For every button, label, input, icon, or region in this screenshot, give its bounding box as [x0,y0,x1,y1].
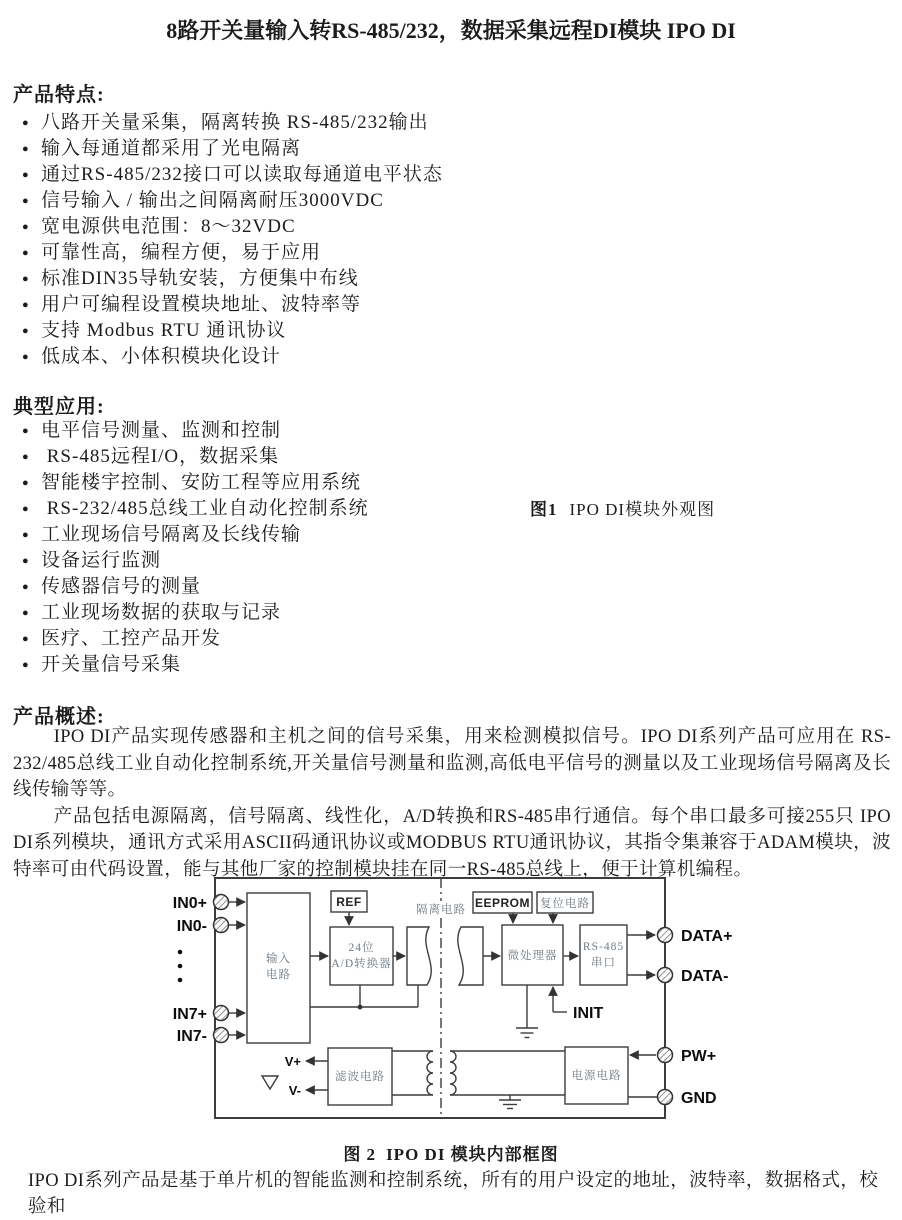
terminal-in7-plus-label: IN7+ [172,1006,207,1023]
input-circuit-label-line1: 输入 [266,953,291,965]
eeprom-block [473,892,532,913]
adc-label-line1: 24位 [348,942,375,954]
closing-paragraph: IPO DI系列产品是基于单片机的智能监测和控制系统，所有的用户设定的地址，波特率，数据格式，校验和 [28,1171,879,1217]
application-item: ● 开关量信号采集 [22,652,369,678]
application-item: ● 医疗、工控产品开发 [22,626,369,652]
overview-heading: 产品概述: [13,706,105,728]
internal-block-diagram [0,875,902,1130]
terminal-data-minus-label: DATA- [681,968,729,985]
figure1-text: IPO DI模块外观图 [569,500,716,519]
feature-item: ● 用户可编程设置模块地址、波特率等 [22,292,443,318]
terminal-in0-minus-label: IN0- [176,918,207,935]
feature-item: ● 标准DIN35导轨安装，方便集中布线 [22,266,443,292]
init-signal-label: INIT [573,1005,604,1022]
application-item: ● 设备运行监测 [22,548,369,574]
ref-block [331,891,367,912]
power-circuit-label: 电源电路 [571,1070,622,1082]
adc-block [330,927,393,985]
rs485-label-line1: RS-485 [582,941,625,953]
application-item: ● RS-485远程I/O，数据采集 [22,444,369,470]
eeprom-label: EEPROM [474,896,531,910]
application-item: ● RS-232/485总线工业自动化控制系统 [22,496,369,522]
v-minus-label: V- [288,1083,301,1098]
figure1-label: 图1 [530,500,558,519]
application-item: ● 传感器信号的测量 [22,574,369,600]
terminal-pw-plus-label: PW+ [681,1048,717,1065]
reset-circuit-label: 复位电路 [540,898,590,910]
applications-heading: 典型应用: [13,396,105,418]
input-circuit-label-line2: 电路 [266,969,291,981]
application-item: ● 工业现场数据的获取与记录 [22,600,369,626]
overview-paragraph-2: 产品包括电源隔离，信号隔离、线性化，A/D转换和RS-485串行通信。每个串口最多可接255只 IPO DI系列模块，通讯方式采用ASCII码通讯协议或MODBUS RTU通讯协议，其指令集兼容于ADAM模块，波特率可由代码设置，能与其他厂家的控制模块挂在同一RS-485总线上，便于计算机编程。 [13,806,891,880]
page-title: 8路开关量输入转RS-485/232，数据采集远程DI模块 IPO DI [166,18,736,43]
terminal-data-plus-label: DATA+ [681,928,733,945]
figure2-label: 图 2 [343,1145,377,1164]
ref-label: REF [336,895,362,909]
power-circuit-block [565,1047,628,1104]
figure2-text: IPO DI 模块内部框图 [386,1145,559,1164]
opto-isolation-symbols [407,927,483,985]
adc-label-line2: A/D转换器 [331,958,392,970]
mcu-block [502,925,563,985]
isolation-circuit-label [409,901,473,916]
filter-circuit-label: 滤波电路 [335,1071,385,1083]
v-plus-label: V+ [284,1054,301,1069]
feature-item: ● 宽电源供电范围：8～32VDC [22,214,443,240]
features-heading: 产品特点: [13,84,105,106]
application-item: ● 电平信号测量、监测和控制 [22,418,369,444]
transformer-coil-right [450,1051,456,1095]
features-list [22,110,443,370]
feature-item: ● 输入每通道都采用了光电隔离 [22,136,443,162]
terminal-in0-plus-label: IN0+ [172,895,207,912]
channel-ellipsis-dot [178,964,183,969]
terminal-gnd-label: GND [681,1090,717,1107]
applications-list [22,418,369,678]
overview-paragraph-1: IPO DI产品实现传感器和主机之间的信号采集，用来检测模拟信号。IPO DI系列产品可应用在 RS-232/485总线工业自动化控制系统,开关量信号测量和监测,高低电平信号的测量以及工业现场信号隔离及长线传输等等。 [13,727,891,800]
application-item: ● 工业现场信号隔离及长线传输 [22,522,369,548]
feature-item: ● 信号输入 / 输出之间隔离耐压3000VDC [22,188,443,214]
rs485-port-block [580,925,627,985]
filter-circuit-block [328,1048,392,1105]
feature-item: ● 可靠性高，编程方便，易于应用 [22,240,443,266]
feature-item: ● 通过RS-485/232接口可以读取每通道电平状态 [22,162,443,188]
analog-ground-triangle [262,1076,278,1089]
rs485-label-line2: 串口 [591,957,616,969]
reset-circuit-block [537,892,593,913]
transformer-coil-left [427,1051,433,1095]
input-circuit-block [247,893,310,1043]
application-item: ● 智能楼宇控制、安防工程等应用系统 [22,470,369,496]
feature-item: ● 支持 Modbus RTU 通讯协议 [22,318,443,344]
channel-ellipsis-dot [178,978,183,983]
overview-section [13,724,891,883]
svg-text:隔离电路: 隔离电路 [416,904,466,916]
feature-item: ● 低成本、小体积模块化设计 [22,344,443,370]
figure2-caption [0,1140,902,1165]
mcu-label: 微处理器 [507,950,558,962]
figure1-caption [530,495,715,520]
feature-item: ● 八路开关量采集，隔离转换 RS-485/232输出 [22,110,443,136]
channel-ellipsis-dot [178,950,183,955]
terminal-in7-minus-label: IN7- [176,1028,207,1045]
